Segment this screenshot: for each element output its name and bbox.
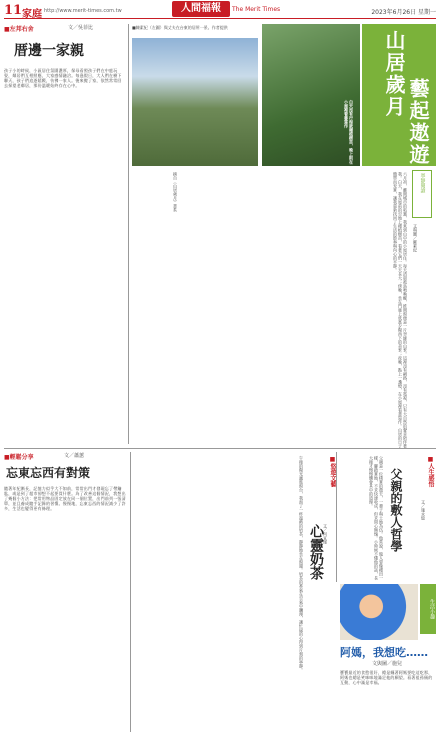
article-body: 隨著年紀漸長，記憶力似乎大不如前，常常出門才發現忘了帶鑰匙，或是到了超市卻想不起要買什麼。為了改善這個情況，我想出了幾個小方法：把常用物品固定放在同一個位置，出門前列一張清單，並且養成隨手記錄的習慣。慢慢地，忘東忘西的情況減少了許多，生活也變得更有條理。 xyxy=(4,486,126,511)
column-label: ■輕鬆分享 xyxy=(4,454,34,461)
article-title: 忘東忘西有對策 xyxy=(6,466,91,480)
feature-title-line1: 山居歲月 xyxy=(382,30,406,118)
article-title: 厝邊一家親 xyxy=(14,43,84,59)
section-name: 家庭 xyxy=(22,9,42,20)
feature-author: 文與圖／蘇素紀 xyxy=(413,224,418,252)
column-divider xyxy=(336,452,337,582)
feature-subtitle: 白天沒有行程就種植樹苗，晚上則在小屋裡看書寫作 xyxy=(344,100,354,164)
bottom-right-body: 寶寶最近的食慾很好，總是纏著阿媽要吃這吃那，阿媽也總是笑咪咪地滿足他的願望。看著祖孫倆的互動，心中滿是幸福。 xyxy=(340,670,433,685)
right-article-author: 文／施永億 xyxy=(421,500,426,520)
issue-date: 2023年6月26日 星期一 xyxy=(371,9,436,16)
paper-logo: 人間福報 xyxy=(172,1,230,17)
column-divider xyxy=(130,452,131,732)
photo-caption: ■陳素紀（左圖）與丈夫在台東的居所一景。作者提供 xyxy=(132,25,228,30)
bottom-right-title: 阿媽，我想吃…… xyxy=(340,646,428,659)
feature-title-line2: 藝起遨遊 xyxy=(406,78,430,166)
tea-column: ■悠遊文藝 xyxy=(329,456,336,487)
right-article-body: 父親是一位樸實的農夫，一輩子與土地為伍。他常說，做人要像種田一樣，腳踏實地，不求快速收成，但求問心無愧。小時候不懂他的話，長大後才慢慢體會其中的道理。 xyxy=(369,456,384,580)
masthead xyxy=(4,3,436,19)
site-url: http://www.merit-times.com.tw xyxy=(44,8,122,14)
feature-photo-main xyxy=(132,38,258,166)
section-divider xyxy=(4,448,436,449)
tea-title: 心靈奶茶 xyxy=(308,524,324,580)
right-article-column: ■人生感悟 xyxy=(427,456,434,487)
middle-article xyxy=(4,452,128,732)
page-number: 11 xyxy=(4,3,23,18)
book-note: 摘自《山居歲月》書系 xyxy=(173,172,178,212)
life-tag: 生活小趣 xyxy=(420,584,436,634)
right-article-title: 父親的敷人哲學 xyxy=(389,468,403,552)
column-label: ■左邦右舍 xyxy=(4,26,34,33)
column-divider xyxy=(128,24,129,444)
left-article xyxy=(4,24,126,444)
feature-body: 六月初，離開城市的喧囂，我來到山中的小屋居住。每天清晨被鳥鳴喚醒，推開窗便是一片翠綠的山景。這裡沒有網路，沒有電視，只有大自然的聲音陪伴著我。白天，我在屋前的空地上種植樹苗，看著它們一天天長大；傍晚，坐在門廊上欣賞夕陽西下的美景；夜晚，點上一盞燈，在小屋裡看書寫作。山居的日子簡單而充實，讓我重新找回了生活的節奏與內心的平靜。 xyxy=(393,172,408,448)
reading-tag xyxy=(412,170,432,218)
paper-logo-en: The Merit Times xyxy=(232,6,281,13)
article-body: 孩子小的時候，小區居住氛圍濃厚，保母看照孩子們在中庭玩耍，鄰居們互相照應，大家感情融洽。每逢假日，大人們在樹下聊天，孩子們追逐嬉戲，彷彿一家人。後來搬了家，依然常常回去探望老鄰居，那份溫暖始終存在心中。 xyxy=(4,68,122,88)
author-byline: 文／吳菲比 xyxy=(68,25,94,31)
tea-body: 午後的陽光灑進窗台，我泡了一杯溫熱的奶茶，靜靜地坐在窗邊。奶茶的香氣在空氣中瀰漫，讓忙碌的心得到片刻的寧靜。 xyxy=(299,456,304,672)
tea-author: 文／何宜瑾 xyxy=(323,524,328,544)
author-byline: 文／蕭蕙 xyxy=(64,453,85,459)
family-photo xyxy=(340,584,418,640)
reading-tag-label: 寧靜閱讀 xyxy=(419,173,426,193)
bottom-right-author: 文與圖／施兒 xyxy=(372,661,403,667)
